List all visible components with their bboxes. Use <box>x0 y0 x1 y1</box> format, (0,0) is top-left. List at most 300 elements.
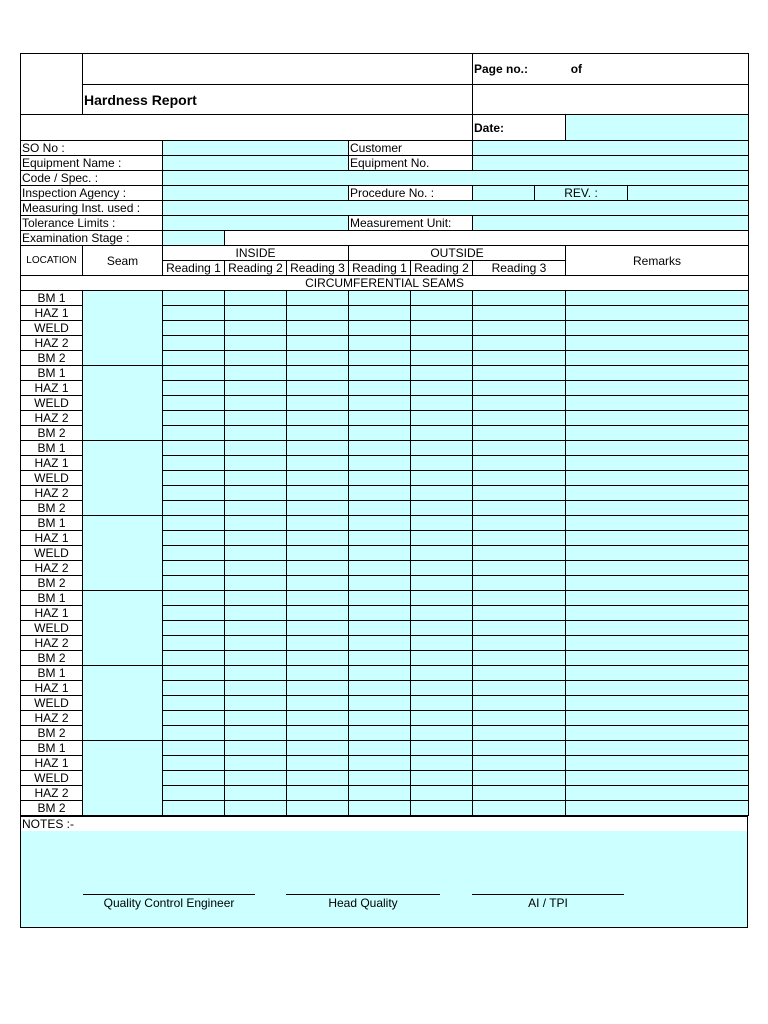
reading-cell[interactable] <box>473 666 566 681</box>
reading-cell[interactable] <box>287 336 349 351</box>
reading-cell[interactable] <box>411 321 473 336</box>
reading-cell[interactable] <box>411 531 473 546</box>
reading-cell[interactable] <box>349 441 411 456</box>
remarks-cell[interactable] <box>566 561 749 576</box>
reading-cell[interactable] <box>411 366 473 381</box>
remarks-cell[interactable] <box>566 801 749 816</box>
reading-cell[interactable] <box>287 516 349 531</box>
reading-cell[interactable] <box>349 711 411 726</box>
reading-cell[interactable] <box>163 396 225 411</box>
location-cell: BM 1 <box>21 666 83 681</box>
table-row <box>21 516 749 531</box>
reading-cell[interactable] <box>287 621 349 636</box>
reading-cell[interactable] <box>225 561 287 576</box>
reading-cell[interactable] <box>163 306 225 321</box>
reading-cell[interactable] <box>163 366 225 381</box>
page-no-label: Page no.: <box>474 62 529 76</box>
equipment-name-field[interactable] <box>163 156 349 171</box>
examination-stage-field[interactable] <box>163 231 225 246</box>
reading-cell[interactable] <box>411 696 473 711</box>
reading-cell[interactable] <box>349 411 411 426</box>
reading-cell[interactable] <box>287 606 349 621</box>
reading-cell[interactable] <box>225 531 287 546</box>
location-cell: BM 2 <box>21 651 83 666</box>
remarks-cell[interactable] <box>566 696 749 711</box>
reading-cell[interactable] <box>225 396 287 411</box>
reading-cell[interactable] <box>473 336 566 351</box>
reading-cell[interactable] <box>287 546 349 561</box>
reading-cell[interactable] <box>349 351 411 366</box>
reading-cell[interactable] <box>287 591 349 606</box>
remarks-cell[interactable] <box>566 786 749 801</box>
reading-cell[interactable] <box>411 546 473 561</box>
reading-cell[interactable] <box>163 681 225 696</box>
reading-cell[interactable] <box>225 606 287 621</box>
remarks-cell[interactable] <box>566 516 749 531</box>
reading-cell[interactable] <box>411 426 473 441</box>
reading-cell[interactable] <box>225 501 287 516</box>
reading-cell[interactable] <box>225 741 287 756</box>
reading-cell[interactable] <box>473 381 566 396</box>
remarks-cell[interactable] <box>566 396 749 411</box>
reading-cell[interactable] <box>349 336 411 351</box>
location-cell: WELD <box>21 471 83 486</box>
reading-cell[interactable] <box>411 351 473 366</box>
reading-cell[interactable] <box>225 636 287 651</box>
reading-cell[interactable] <box>349 291 411 306</box>
reading-cell[interactable] <box>163 381 225 396</box>
reading-cell[interactable] <box>411 711 473 726</box>
remarks-header: Remarks <box>566 246 749 276</box>
reading-cell[interactable] <box>473 396 566 411</box>
reading-cell[interactable] <box>225 756 287 771</box>
seam-cell[interactable] <box>83 591 163 666</box>
reading-cell[interactable] <box>411 681 473 696</box>
reading-cell[interactable] <box>163 321 225 336</box>
reading-cell[interactable] <box>349 456 411 471</box>
reading-cell[interactable] <box>287 726 349 741</box>
reading-cell[interactable] <box>225 786 287 801</box>
reading-cell[interactable] <box>473 531 566 546</box>
reading-cell[interactable] <box>287 576 349 591</box>
location-cell: BM 1 <box>21 741 83 756</box>
reading-cell[interactable] <box>349 621 411 636</box>
report-table <box>20 53 749 816</box>
reading-cell[interactable] <box>473 486 566 501</box>
reading-cell[interactable] <box>473 441 566 456</box>
reading-cell[interactable] <box>287 651 349 666</box>
reading-cell[interactable] <box>349 501 411 516</box>
reading-cell[interactable] <box>163 771 225 786</box>
reading-cell[interactable] <box>287 486 349 501</box>
company-cell <box>83 54 473 85</box>
remarks-cell[interactable] <box>566 606 749 621</box>
reading-cell[interactable] <box>411 291 473 306</box>
remarks-cell[interactable] <box>566 546 749 561</box>
reading-cell[interactable] <box>163 456 225 471</box>
reading-cell[interactable] <box>163 441 225 456</box>
location-cell: BM 1 <box>21 291 83 306</box>
reading-cell[interactable] <box>287 561 349 576</box>
reading-cell[interactable] <box>411 636 473 651</box>
customer-field[interactable] <box>473 141 749 156</box>
reading-cell[interactable] <box>473 456 566 471</box>
reading-cell[interactable] <box>473 411 566 426</box>
reading-cell[interactable] <box>349 636 411 651</box>
reading-cell[interactable] <box>411 801 473 816</box>
reading-cell[interactable] <box>287 711 349 726</box>
reading-cell[interactable] <box>225 306 287 321</box>
reading-cell[interactable] <box>411 516 473 531</box>
reading-cell[interactable] <box>163 726 225 741</box>
reading-cell[interactable] <box>349 666 411 681</box>
reading-cell[interactable] <box>473 711 566 726</box>
reading-cell[interactable] <box>163 291 225 306</box>
remarks-cell[interactable] <box>566 366 749 381</box>
reading-cell[interactable] <box>163 471 225 486</box>
reading-cell[interactable] <box>163 636 225 651</box>
remarks-cell[interactable] <box>566 726 749 741</box>
reading-cell[interactable] <box>225 621 287 636</box>
reading-cell[interactable] <box>473 606 566 621</box>
reading-cell[interactable] <box>349 786 411 801</box>
reading-cell[interactable] <box>163 606 225 621</box>
equipment-no-field[interactable] <box>473 156 749 171</box>
remarks-cell[interactable] <box>566 681 749 696</box>
code-spec-label: Code / Spec. : <box>21 171 163 186</box>
reading-cell[interactable] <box>411 336 473 351</box>
reading-cell[interactable] <box>473 546 566 561</box>
reading-cell[interactable] <box>411 306 473 321</box>
outside-header: OUTSIDE <box>349 246 566 261</box>
inside-header: INSIDE <box>163 246 349 261</box>
reading-cell[interactable] <box>411 411 473 426</box>
reading-cell[interactable] <box>349 651 411 666</box>
remarks-cell[interactable] <box>566 636 749 651</box>
reading-cell[interactable] <box>287 426 349 441</box>
reading-cell[interactable] <box>473 726 566 741</box>
reading-cell[interactable] <box>163 801 225 816</box>
reading-cell[interactable] <box>349 546 411 561</box>
reading-cell[interactable] <box>411 381 473 396</box>
reading-cell[interactable] <box>411 756 473 771</box>
seam-cell[interactable] <box>83 666 163 741</box>
reading-cell[interactable] <box>411 456 473 471</box>
reading-cell[interactable] <box>349 741 411 756</box>
reading-cell[interactable] <box>287 471 349 486</box>
reading-cell[interactable] <box>225 456 287 471</box>
logo-cell <box>21 54 83 115</box>
table-row <box>21 291 749 306</box>
reading-cell[interactable] <box>225 366 287 381</box>
reading-cell[interactable] <box>163 666 225 681</box>
reading-cell[interactable] <box>473 471 566 486</box>
reading-cell[interactable] <box>225 801 287 816</box>
reading-cell[interactable] <box>163 741 225 756</box>
reading-cell[interactable] <box>349 591 411 606</box>
seam-cell[interactable] <box>83 291 163 366</box>
reading-cell[interactable] <box>163 621 225 636</box>
reading-cell[interactable] <box>349 771 411 786</box>
reading-cell[interactable] <box>473 741 566 756</box>
notes-table <box>20 816 748 831</box>
remarks-cell[interactable] <box>566 741 749 756</box>
reading-cell[interactable] <box>225 471 287 486</box>
remarks-cell[interactable] <box>566 621 749 636</box>
reading-cell[interactable] <box>411 591 473 606</box>
reading-cell[interactable] <box>349 471 411 486</box>
notes-label: NOTES :- <box>21 817 748 832</box>
reading-cell[interactable] <box>473 786 566 801</box>
reading-cell[interactable] <box>225 321 287 336</box>
location-cell: HAZ 2 <box>21 711 83 726</box>
reading-cell[interactable] <box>225 726 287 741</box>
reading-cell[interactable] <box>287 696 349 711</box>
reading-cell[interactable] <box>163 711 225 726</box>
reading-cell[interactable] <box>287 321 349 336</box>
remarks-cell[interactable] <box>566 456 749 471</box>
seam-cell[interactable] <box>83 366 163 441</box>
location-cell: WELD <box>21 321 83 336</box>
reading-cell[interactable] <box>287 306 349 321</box>
reading-cell[interactable] <box>163 411 225 426</box>
rev-field[interactable] <box>628 186 749 201</box>
reading-cell[interactable] <box>349 486 411 501</box>
reading-cell[interactable] <box>287 411 349 426</box>
reading-cell[interactable] <box>411 576 473 591</box>
location-cell: HAZ 1 <box>21 756 83 771</box>
reading-cell[interactable] <box>349 726 411 741</box>
remarks-cell[interactable] <box>566 531 749 546</box>
reading-cell[interactable] <box>349 576 411 591</box>
reading-cell[interactable] <box>163 576 225 591</box>
reading-cell[interactable] <box>411 606 473 621</box>
remarks-cell[interactable] <box>566 291 749 306</box>
reading-cell[interactable] <box>163 516 225 531</box>
reading-cell[interactable] <box>349 516 411 531</box>
reading-cell[interactable] <box>225 651 287 666</box>
seam-cell[interactable] <box>83 516 163 591</box>
reading-cell[interactable] <box>473 561 566 576</box>
reading-cell[interactable] <box>225 351 287 366</box>
reading-cell[interactable] <box>473 591 566 606</box>
reading-cell[interactable] <box>287 351 349 366</box>
reading-cell[interactable] <box>225 441 287 456</box>
reading-cell[interactable] <box>349 756 411 771</box>
reading-cell[interactable] <box>225 591 287 606</box>
reading-cell[interactable] <box>349 531 411 546</box>
reading-cell[interactable] <box>287 531 349 546</box>
reading-cell[interactable] <box>411 771 473 786</box>
remarks-cell[interactable] <box>566 576 749 591</box>
location-cell: HAZ 1 <box>21 456 83 471</box>
reading-cell[interactable] <box>411 621 473 636</box>
reading-cell[interactable] <box>163 351 225 366</box>
reading-cell[interactable] <box>225 711 287 726</box>
reading-cell[interactable] <box>287 291 349 306</box>
seam-cell[interactable] <box>83 741 163 816</box>
reading-cell[interactable] <box>163 561 225 576</box>
inside-reading-2-header: Reading 2 <box>225 261 287 276</box>
reading-cell[interactable] <box>287 501 349 516</box>
location-cell: WELD <box>21 396 83 411</box>
reading-cell[interactable] <box>287 666 349 681</box>
reading-cell[interactable] <box>473 501 566 516</box>
location-cell: HAZ 2 <box>21 486 83 501</box>
reading-cell[interactable] <box>349 561 411 576</box>
reading-cell[interactable] <box>287 456 349 471</box>
reading-cell[interactable] <box>411 786 473 801</box>
remarks-cell[interactable] <box>566 711 749 726</box>
reading-cell[interactable] <box>349 426 411 441</box>
reading-cell[interactable] <box>473 516 566 531</box>
reading-cell[interactable] <box>163 336 225 351</box>
location-cell: BM 2 <box>21 576 83 591</box>
remarks-cell[interactable] <box>566 411 749 426</box>
remarks-cell[interactable] <box>566 426 749 441</box>
remarks-cell[interactable] <box>566 351 749 366</box>
reading-cell[interactable] <box>473 351 566 366</box>
reading-cell[interactable] <box>225 696 287 711</box>
reading-cell[interactable] <box>349 396 411 411</box>
inspection-agency-label: Inspection Agency : <box>21 186 163 201</box>
reading-cell[interactable] <box>225 336 287 351</box>
reading-cell[interactable] <box>287 741 349 756</box>
seam-cell[interactable] <box>83 441 163 516</box>
reading-cell[interactable] <box>287 441 349 456</box>
reading-cell[interactable] <box>225 516 287 531</box>
reading-cell[interactable] <box>225 381 287 396</box>
reading-cell[interactable] <box>225 681 287 696</box>
procedure-no-field[interactable] <box>473 186 535 201</box>
reading-cell[interactable] <box>349 681 411 696</box>
reading-cell[interactable] <box>411 501 473 516</box>
reading-cell[interactable] <box>225 486 287 501</box>
reading-cell[interactable] <box>287 756 349 771</box>
reading-cell[interactable] <box>163 531 225 546</box>
reading-cell[interactable] <box>349 606 411 621</box>
reading-cell[interactable] <box>163 651 225 666</box>
reading-cell[interactable] <box>473 771 566 786</box>
remarks-cell[interactable] <box>566 771 749 786</box>
reading-cell[interactable] <box>287 771 349 786</box>
reading-cell[interactable] <box>163 501 225 516</box>
location-cell: BM 1 <box>21 441 83 456</box>
inspection-agency-field[interactable] <box>163 186 349 201</box>
location-cell: HAZ 1 <box>21 306 83 321</box>
remarks-cell[interactable] <box>566 591 749 606</box>
reading-cell[interactable] <box>225 666 287 681</box>
reading-cell[interactable] <box>287 366 349 381</box>
reading-cell[interactable] <box>225 426 287 441</box>
remarks-cell[interactable] <box>566 381 749 396</box>
reading-cell[interactable] <box>349 321 411 336</box>
reading-cell[interactable] <box>411 471 473 486</box>
reading-cell[interactable] <box>411 741 473 756</box>
reading-cell[interactable] <box>473 291 566 306</box>
reading-cell[interactable] <box>473 636 566 651</box>
reading-cell[interactable] <box>349 366 411 381</box>
reading-cell[interactable] <box>349 696 411 711</box>
reading-cell[interactable] <box>287 396 349 411</box>
remarks-cell[interactable] <box>566 321 749 336</box>
procedure-no-label: Procedure No. : <box>349 186 473 201</box>
reading-cell[interactable] <box>225 411 287 426</box>
reading-cell[interactable] <box>473 321 566 336</box>
reading-cell[interactable] <box>349 306 411 321</box>
reading-cell[interactable] <box>473 756 566 771</box>
page-number-cell <box>473 54 749 85</box>
notes-area[interactable] <box>20 831 748 928</box>
reading-cell[interactable] <box>411 651 473 666</box>
remarks-cell[interactable] <box>566 756 749 771</box>
reading-cell[interactable] <box>411 726 473 741</box>
reading-cell[interactable] <box>473 426 566 441</box>
reading-cell[interactable] <box>411 486 473 501</box>
reading-cell[interactable] <box>473 696 566 711</box>
tolerance-limits-field[interactable] <box>163 216 349 231</box>
reading-cell[interactable] <box>163 756 225 771</box>
measuring-inst-field[interactable] <box>163 201 749 216</box>
reading-cell[interactable] <box>287 636 349 651</box>
reading-cell[interactable] <box>225 546 287 561</box>
so-no-field[interactable] <box>163 141 349 156</box>
remarks-cell[interactable] <box>566 666 749 681</box>
reading-cell[interactable] <box>473 801 566 816</box>
reading-cell[interactable] <box>473 681 566 696</box>
location-cell: BM 2 <box>21 351 83 366</box>
reading-cell[interactable] <box>163 591 225 606</box>
reading-cell[interactable] <box>163 486 225 501</box>
reading-cell[interactable] <box>349 381 411 396</box>
reading-cell[interactable] <box>287 801 349 816</box>
reading-cell[interactable] <box>473 576 566 591</box>
reading-cell[interactable] <box>411 441 473 456</box>
reading-cell[interactable] <box>163 426 225 441</box>
date-field[interactable] <box>566 115 749 141</box>
reading-cell[interactable] <box>473 306 566 321</box>
reading-cell[interactable] <box>473 366 566 381</box>
reading-cell[interactable] <box>163 696 225 711</box>
reading-cell[interactable] <box>411 666 473 681</box>
reading-cell[interactable] <box>287 381 349 396</box>
date-label: Date: <box>473 115 566 141</box>
remarks-cell[interactable] <box>566 336 749 351</box>
remarks-cell[interactable] <box>566 501 749 516</box>
reading-cell[interactable] <box>225 576 287 591</box>
reading-cell[interactable] <box>163 786 225 801</box>
reading-cell[interactable] <box>411 396 473 411</box>
reading-cell[interactable] <box>287 681 349 696</box>
remarks-cell[interactable] <box>566 471 749 486</box>
reading-cell[interactable] <box>411 561 473 576</box>
reading-cell[interactable] <box>349 801 411 816</box>
measurement-unit-field[interactable] <box>473 216 749 231</box>
reading-cell[interactable] <box>163 546 225 561</box>
reading-cell[interactable] <box>473 651 566 666</box>
reading-cell[interactable] <box>473 621 566 636</box>
code-spec-field[interactable] <box>163 171 749 186</box>
remarks-cell[interactable] <box>566 651 749 666</box>
reading-cell[interactable] <box>287 786 349 801</box>
remarks-cell[interactable] <box>566 486 749 501</box>
reading-cell[interactable] <box>225 291 287 306</box>
remarks-cell[interactable] <box>566 306 749 321</box>
location-cell: WELD <box>21 621 83 636</box>
reading-cell[interactable] <box>225 771 287 786</box>
remarks-cell[interactable] <box>566 441 749 456</box>
page-number-value[interactable] <box>473 85 749 115</box>
